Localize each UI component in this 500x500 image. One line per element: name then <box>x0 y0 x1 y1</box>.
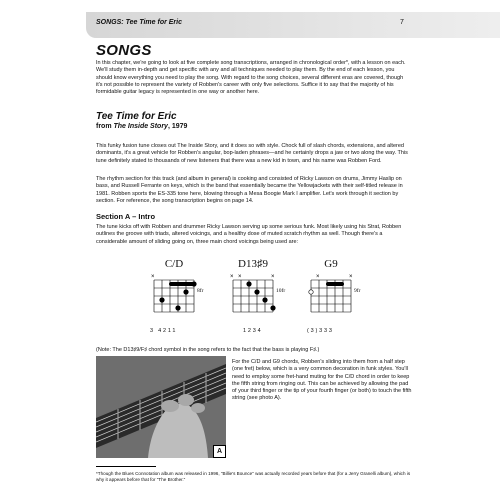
chapter-heading: SONGS <box>96 42 152 59</box>
chord-fingering: 3 4211 <box>150 328 178 334</box>
chord-diagram-g9 <box>307 258 377 334</box>
song-heading: Tee Time for Eric <box>96 111 177 122</box>
chord-name: C/D <box>164 258 184 270</box>
chord-fingering: 1234 <box>243 328 263 334</box>
svg-text:×: × <box>230 274 234 280</box>
photo-a <box>96 356 226 458</box>
svg-text:×: × <box>238 274 242 280</box>
chord-fret: 8fr <box>197 288 204 294</box>
intro-paragraph: In this chapter, we're going to look at five complete song transcriptions, arranged in chronological order*, with a lesson on each. We'll study them in-depth and get specific with any and all techniques needed to play them. By the end of each lesson, you should know everything you need to play the song. With regard to the song choices, several different eras are covered, though it's not possible to represent the variety of Robben's career with only five selections. Suffice it to say that the majority of his formidable guitar legacy is represented in one way or another here. <box>96 60 406 96</box>
chord-note: (Note: The D13♯9/F♯ chord symbol in the song refers to the fact that the bass is playing F♯.) <box>96 347 320 353</box>
running-header <box>96 19 182 26</box>
chord-name: D13♯9 <box>238 258 268 270</box>
svg-text:×: × <box>349 274 353 280</box>
header-song: Tee Time for Eric <box>125 19 182 26</box>
svg-text:×: × <box>271 274 275 280</box>
album-title: The Inside Story <box>113 123 168 130</box>
guitar-neck-photo <box>96 356 226 458</box>
song-source <box>96 123 187 130</box>
album-year: , 1979 <box>167 123 188 130</box>
chord-name: G9 <box>324 258 338 270</box>
photo-label: A <box>213 445 226 458</box>
svg-text:×: × <box>151 274 155 280</box>
from-prefix: from <box>96 123 114 130</box>
chord-fret: 9fr <box>354 288 361 294</box>
song-paragraph-2: The rhythm section for this track (and album in general) is cooking and consisted of Ricky Lawson on drums, Jimmy Haslip on bass, and Russell Ferrante on keys, which is the band that essentially became the Yellowjackets with their self-titled release in 1981. Robben sports the ES-335 tone here, blowing through a Mesa Boogie Mark I amplifier. Let's work through it section by section. For reference, the song transcription begins on page 14. <box>96 176 403 204</box>
chord-grid <box>150 270 220 330</box>
footnote-divider <box>96 466 156 467</box>
chord-diagram-d13-sharp9 <box>229 258 299 334</box>
header-prefix: SONGS: <box>96 19 124 26</box>
chord-fret: 10fr <box>276 288 286 294</box>
footnote: *Though the Blues Connotation album was released in 1996, "Billie's Bounce" was actually recorded years before that (for a Jerry Granelli album), which is why it appears before that for "The Brother." <box>96 471 411 482</box>
technique-paragraph: For the C/D and G9 chords, Robben's sliding into them from a half step (one fret) below, which is a very common decoration in funk styles. You'll need to employ some fret-hand muting for the C/D chord in order to keep the fifth string from ringing out. This can be achieved by allowing the pad of your third finger or the tip of your fourth finger (or both) to touch the fifth string (see photo A). <box>232 359 412 402</box>
page-number: 7 <box>400 19 404 26</box>
section-paragraph: The tune kicks off with Robben and drummer Ricky Lawson serving up some serious funk. Most likely using his Strat, Robben outlines the groove with triads, altered voicings, and a healthy dose of muted scratch rhythm as well. Though there's a considerable amount of sliding going on, three main chord voicings being used are: <box>96 224 402 245</box>
chord-fingering: (3)333 <box>307 328 334 334</box>
section-heading: Section A – Intro <box>96 212 156 221</box>
chord-grid <box>307 270 377 330</box>
chord-grid <box>229 270 299 330</box>
song-paragraph-1: This funky fusion tune closes out The Inside Story, and it does so with style. Chock full of slash chords, extensions, and altered dominants, it's a great vehicle for Robben's angular, bop-laden phrases—and he certainly drops a jaw or two along the way. This tune definitely stated to thousands of new listeners that there was a new kid in town, and his name was Robben Ford. <box>96 143 408 164</box>
chord-diagram-c-over-d <box>150 258 220 334</box>
svg-text:×: × <box>316 274 320 280</box>
